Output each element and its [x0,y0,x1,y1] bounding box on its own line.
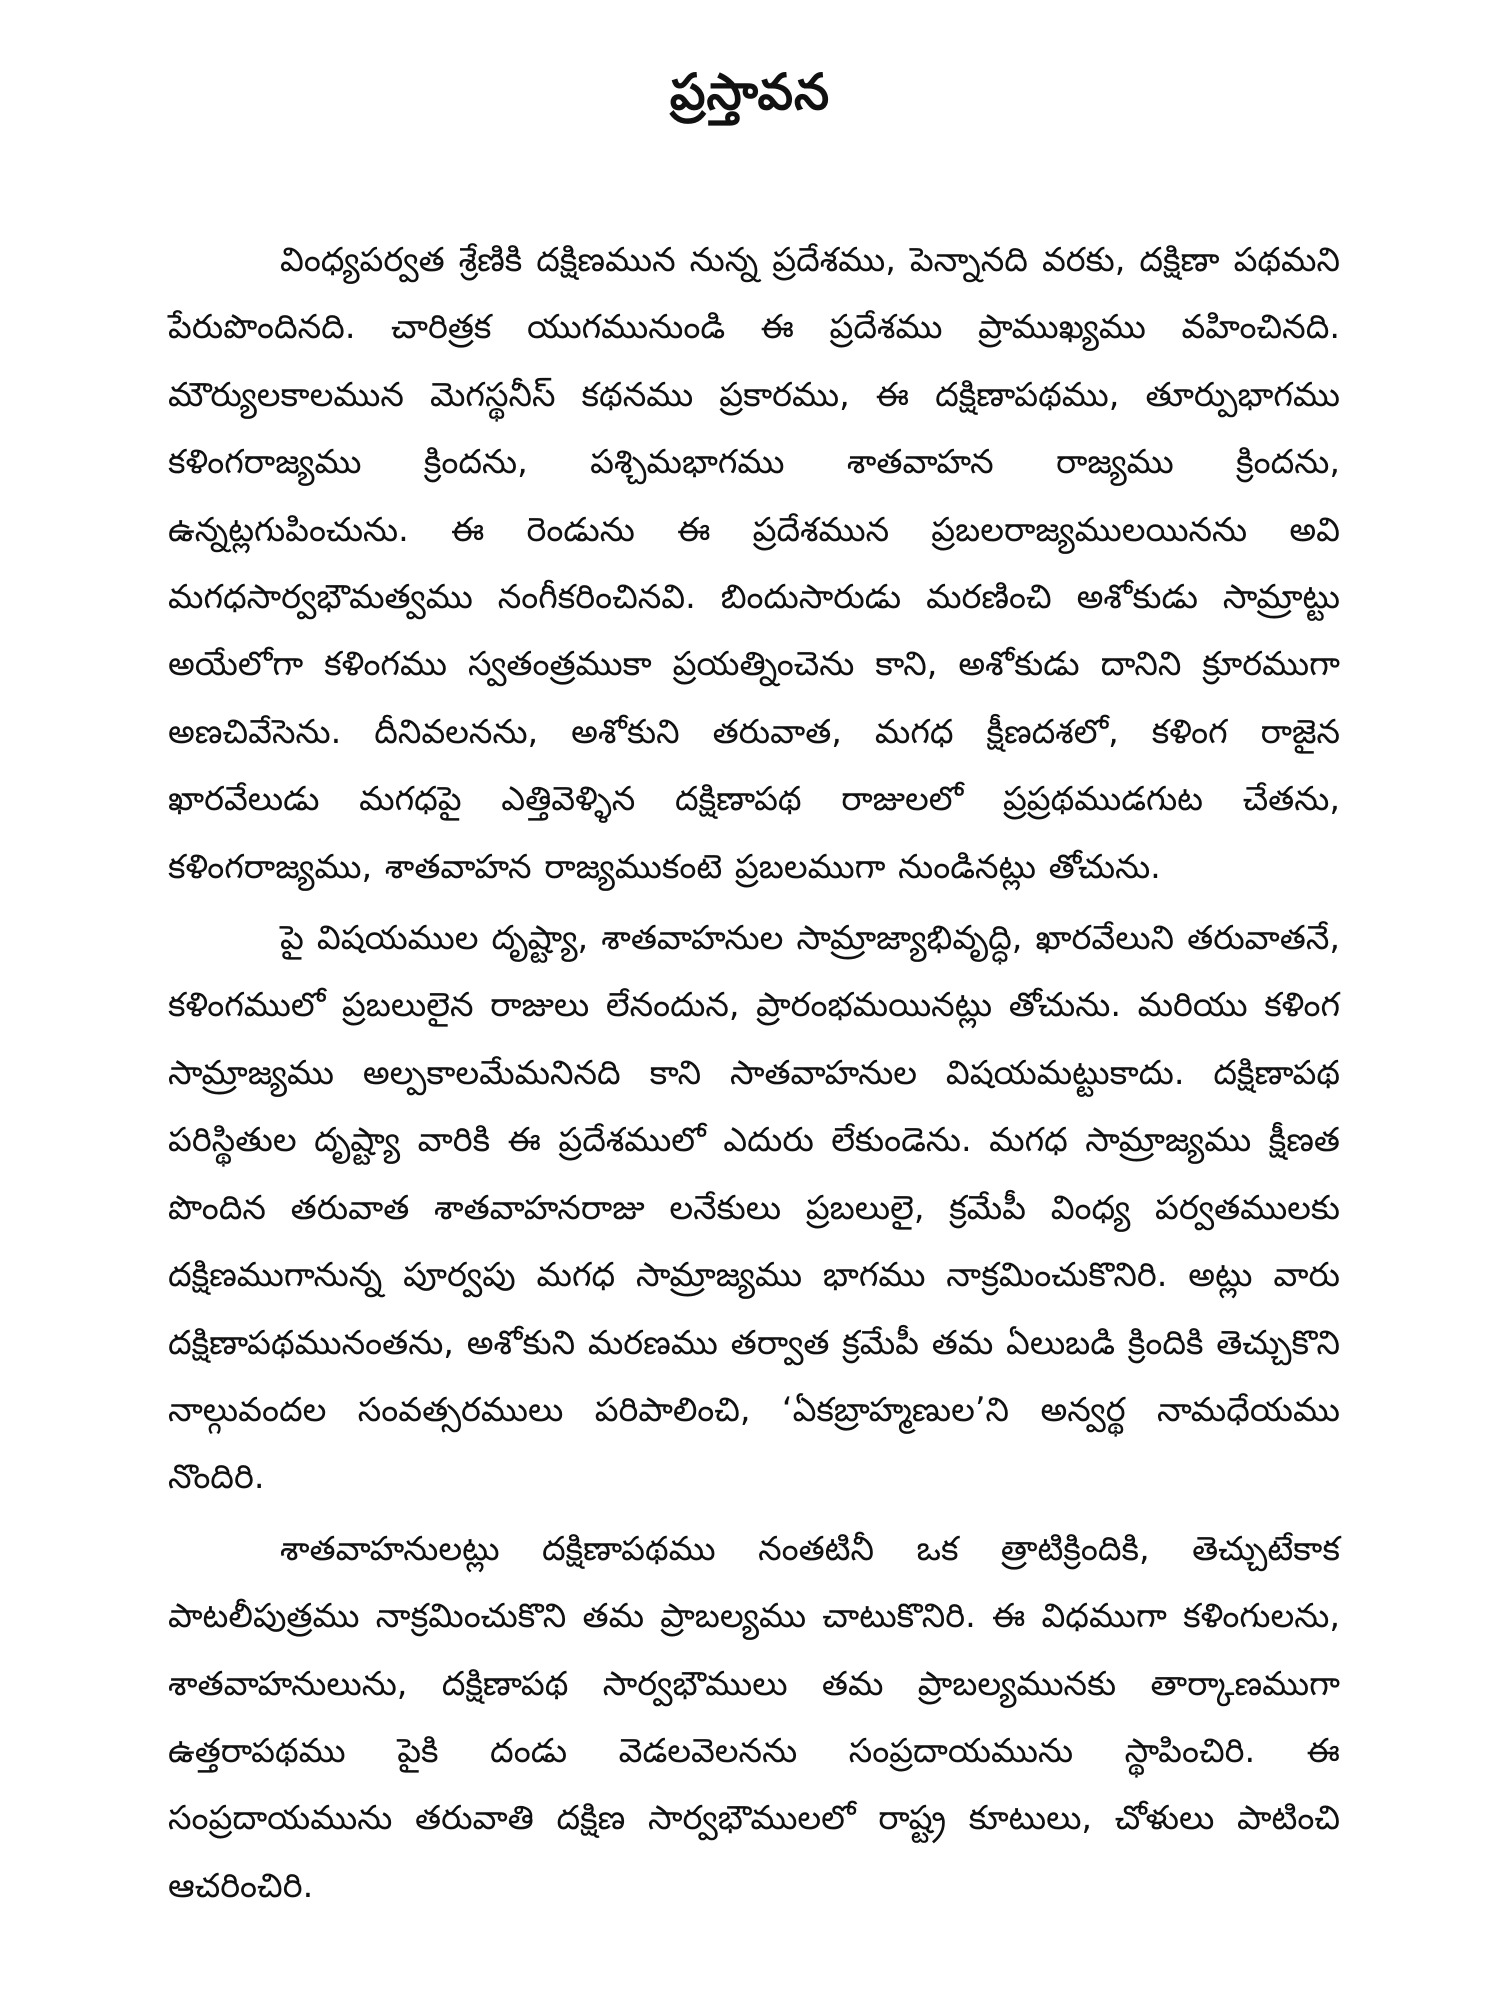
page-title: ప్రస్తావన [669,63,831,121]
paragraph-3: శాతవాహనులట్లు దక్షిణాపథము నంతటినీ ఒక త్రాటిక్రిందికి, తెచ్చుటేకాక పాటలీపుత్రము నాక్రమించుకొని తమ ప్రాబల్యము చాటుకొనిరి. ఈ విధముగా కళింగులను, శాతవాహనులును, దక్షిణాపథ సార్వభౌములు తమ ప్రాబల్యమునకు తార్కాణముగా ఉత్తరాపథము పైకి దండు వెడలవెలనను సంప్రదాయమును స్థాపించిరి. ఈ సంప్రదాయమును తరువాతి దక్షిణ సార్వభౌములలో రాష్ట్ర కూటులు, చోళులు పాటించి ఆచరించిరి. [168,1528,1340,1905]
paragraph-2: పై విషయముల దృష్ట్యా, శాతవాహనుల సామ్రాజ్యాభివృద్ధి, ఖారవేలుని తరువాతనే, కళింగములో ప్రబలులైన రాజులు లేనందున, ప్రారంభమయినట్లు తోచును. మరియు కళింగ సామ్రాజ్యము అల్పకాలమేమనినది కాని సాతవాహనుల విషయమట్టుకాదు. దక్షిణాపథ పరిస్థితుల దృష్ట్యా వారికి ఈ ప్రదేశములో ఎదురు లేకుండెను. మగధ సామ్రాజ్యము క్షీణత పొందిన తరువాత శాతవాహనరాజు లనేకులు ప్రబలులై, క్రమేపీ వింధ్య పర్వతములకు దక్షిణముగానున్న పూర్వపు మగధ సామ్రాజ్యము భాగము నాక్రమించుకొనిరి. అట్లు వారు దక్షిణాపథమునంతను, అశోకుని మరణము తర్వాత క్రమేపీ తమ ఏలుబడి క్రిందికి తెచ్చుకొని నాల్గువందల సంవత్సరములు పరిపాలించి, ‘ఏకబ్రాహ్మణుల’ని అన్వర్థ నామధేయము నొందిరి. [168,918,1340,1497]
document-body [168,226,1340,1923]
paragraph-1: వింధ్యపర్వత శ్రేణికి దక్షిణమున నున్న ప్రదేశము, పెన్నానది వరకు, దక్షిణా పథమని పేరుపొందినది. చారిత్రక యుగమునుండి ఈ ప్రదేశము ప్రాముఖ్యము వహించినది. మౌర్యులకాలమున మెగస్థనీస్ కథనము ప్రకారము, ఈ దక్షిణాపథము, తూర్పుభాగము కళింగరాజ్యము క్రిందను, పశ్చిమభాగము శాతవాహన రాజ్యము క్రిందను, ఉన్నట్లగుపించును. ఈ రెండును ఈ ప్రదేశమున ప్రబలరాజ్యములయినను అవి మగధసార్వభౌమత్వము నంగీకరించినవి. బిందుసారుడు మరణించి అశోకుడు సామ్రాట్టు అయేలోగా కళింగము స్వతంత్రముకా ప్రయత్నించెను కాని, అశోకుడు దానిని క్రూరముగా అణచివేసెను. దీనివలనను, అశోకుని తరువాత, మగధ క్షీణదశలో, కళింగ రాజైన ఖారవేలుడు మగధపై ఎత్తివెళ్ళిన దక్షిణాపథ రాజులలో ప్రప్రథముడగుట చేతను, కళింగరాజ్యము, శాతవాహన రాజ్యముకంటె ప్రబలముగా నుండినట్లు తోచును. [168,240,1340,886]
